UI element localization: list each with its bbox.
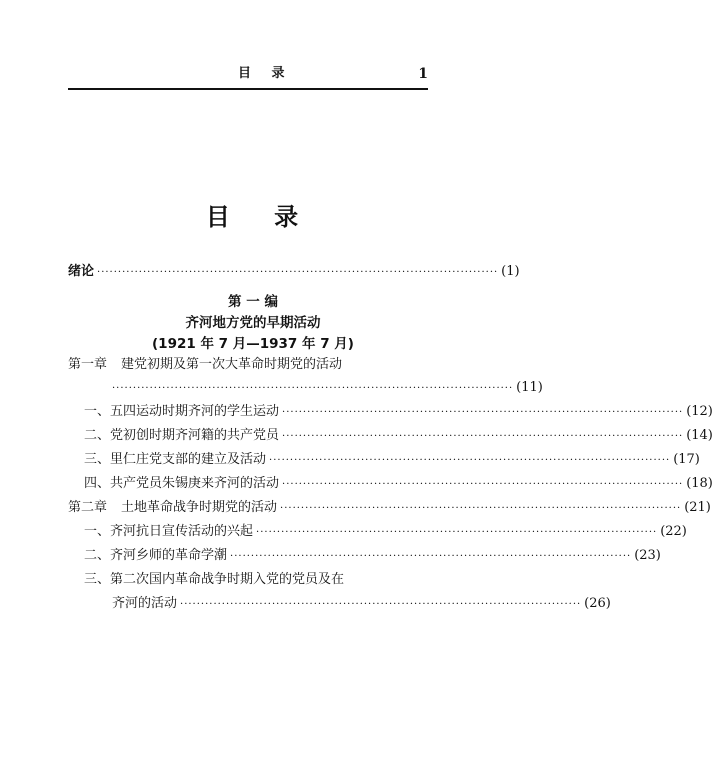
page-number: 1 bbox=[418, 66, 428, 82]
toc-entry-page: (1) bbox=[501, 264, 520, 279]
section-title: 里仁庄党支部的建立及活动 bbox=[110, 452, 267, 467]
toc-section[interactable] bbox=[84, 570, 438, 590]
toc-entry-page: (11) bbox=[516, 380, 543, 395]
leader-dots: ································································································ bbox=[282, 431, 684, 442]
leader-dots: ································································································ bbox=[230, 551, 632, 562]
toc-entry-page: (26) bbox=[584, 596, 611, 611]
toc-section[interactable] bbox=[84, 546, 661, 566]
section-title: 齐河乡师的革命学潮 bbox=[110, 548, 228, 563]
chapter-number: 第一章 bbox=[68, 357, 108, 372]
leader-dots: ································································································ bbox=[280, 503, 682, 514]
toc-entry-intro[interactable] bbox=[68, 262, 520, 282]
part-number: 第 一 编 bbox=[228, 294, 278, 310]
toc-entry-page: (14) bbox=[686, 428, 713, 443]
toc-entry-page: (12) bbox=[686, 404, 713, 419]
leader-dots: ································································································ bbox=[180, 599, 582, 610]
section-number: 二、 bbox=[84, 428, 111, 443]
toc-entry-page: (23) bbox=[634, 548, 661, 563]
section-title: 齐河抗日宣传活动的兴起 bbox=[110, 524, 254, 539]
toc-entry-page: (18) bbox=[686, 476, 713, 491]
section-number: 一、 bbox=[84, 404, 111, 419]
leader-dots: ································································································ bbox=[282, 479, 684, 490]
part-period: (1921 年 7 月—1937 年 7 月) bbox=[152, 336, 354, 352]
leader-dots: ································································································ bbox=[112, 383, 514, 394]
chapter-number: 第二章 bbox=[68, 500, 108, 515]
leader-dots: ································································································ bbox=[269, 455, 671, 466]
section-title: 共产党员朱锡庚来齐河的活动 bbox=[110, 476, 280, 491]
part-title: 齐河地方党的早期活动 bbox=[185, 315, 321, 331]
running-header bbox=[68, 66, 428, 90]
toc-section[interactable] bbox=[84, 450, 700, 470]
chapter-title: 土地革命战争时期党的活动 bbox=[121, 500, 278, 515]
toc-entry-page: (17) bbox=[673, 452, 700, 467]
page-title: 目 录 bbox=[205, 203, 317, 231]
running-header-title: 目 录 bbox=[238, 66, 293, 81]
section-title-continuation: 齐河的活动 bbox=[112, 596, 178, 611]
section-number: 三、 bbox=[84, 572, 111, 587]
section-number: 二、 bbox=[84, 548, 111, 563]
leader-dots: ································································································ bbox=[282, 407, 684, 418]
leader-dots: ································································································ bbox=[256, 527, 658, 538]
toc-entry-page: (21) bbox=[684, 500, 711, 515]
leader-dots: ································································································ bbox=[97, 267, 499, 278]
toc-section[interactable] bbox=[84, 402, 713, 422]
toc-section[interactable] bbox=[84, 474, 713, 494]
toc-section-continuation[interactable] bbox=[112, 594, 611, 614]
toc-chapter-1[interactable] bbox=[68, 355, 438, 375]
chapter-title: 建党初期及第一次大革命时期党的活动 bbox=[121, 357, 343, 372]
section-number: 一、 bbox=[84, 524, 111, 539]
toc-entry-page: (22) bbox=[660, 524, 687, 539]
section-title: 党初创时期齐河籍的共产党员 bbox=[110, 428, 280, 443]
section-title: 五四运动时期齐河的学生运动 bbox=[110, 404, 280, 419]
section-number: 四、 bbox=[84, 476, 111, 491]
toc-chapter-2[interactable] bbox=[68, 498, 711, 518]
section-title: 第二次国内革命战争时期入党的党员及在 bbox=[110, 572, 345, 587]
toc-entry-label: 绪论 bbox=[68, 264, 95, 279]
toc-section[interactable] bbox=[84, 522, 687, 542]
section-number: 三、 bbox=[84, 452, 111, 467]
toc-section[interactable] bbox=[84, 426, 713, 446]
toc-chapter-1-page-row[interactable] bbox=[112, 378, 543, 398]
